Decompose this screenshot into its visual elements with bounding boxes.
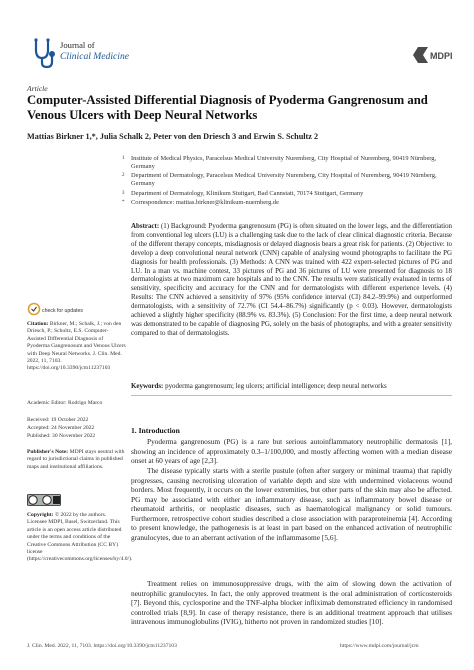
publisher-note-label: Publisher's Note: (27, 449, 69, 455)
article-title: Computer-Assisted Differential Diagnosis of Pyoderma Gangrenosum and Venous Ulcers with Deep Neural Networks (27, 93, 428, 122)
author-list: Mattias Birkner 1,*, Julia Schalk 2, Peter von den Driesch 3 and Erwin S. Schultz 2 (27, 132, 319, 141)
stethoscope-icon (27, 36, 57, 70)
footer-citation[interactable]: J. Clin. Med. 2022, 11, 7103. https://doi.org/10.3390/jcm11237103 (27, 643, 177, 649)
citation-block (27, 321, 127, 373)
citation-text: Birkner, M.; Schalk, J.; von den Driesch, P.; Schultz, E.S. Computer-Assisted Differential Diagnosis of Pyoderma Gangrenosum and Venous Ulcers with Deep Neural Networks. J. Clin. Med. 2022, 11, 7103. https://doi.org/10.3390/jcm11237103 (27, 321, 126, 372)
correspondence-text: Correspondence: mattias.birkner@klinikum-nuernberg.de (131, 199, 279, 206)
date-accepted: Accepted: 24 November 2022 (27, 425, 95, 431)
affiliation-2 (122, 172, 451, 188)
check-for-updates-badge[interactable] (27, 302, 83, 316)
affiliation-number: 3 (122, 191, 125, 196)
journal-title[interactable] (60, 40, 129, 62)
affiliation-number: 2 (122, 173, 125, 178)
citation-label: Citation: (27, 321, 49, 327)
svg-text:MDPI: MDPI (430, 51, 453, 61)
copyright-text: © 2022 by the authors. Licensee MDPI, Basel, Switzerland. This article is an open access article distributed under the terms and conditions of the Creative Commons Attribution (CC BY) license (https://creativecommons.org/licenses/by/4.0/). (27, 512, 133, 563)
abstract (131, 222, 452, 338)
copyright-label: Copyright: (27, 512, 54, 518)
publisher-note-text: MDPI stays neutral with regard to jurisdictional claims in published maps and institutional affiliations. (27, 449, 125, 470)
keywords-label: Keywords: (131, 382, 164, 390)
svg-text:check for updates: check for updates (42, 308, 83, 314)
abstract-text: (1) Background: Pyoderma gangrenosum (PG) is often situated on the lower legs, and the differentiation from conventional leg ulcers (LU) is a challenging task due to the lack of clear clinical diagnostic criteria. Because of the different therapy concepts, misdiagnosis or delayed diagnosis bears a great risk for patients. (2) Objective: to develop a deep convolutional neural network (CNN) capable of analysing wound photographs to facilitate the PG diagnosis for health professionals. (3) Methods: A CNN was trained with 422 expert-selected pictures of PG and LU. In a man vs. machine contest, 33 pictures of PG and 36 pictures of LU were presented for diagnosis to 18 dermatologists at two maximum care hospitals and to the CNN. The results were statistically evaluated in terms of sensitivity, specificity and accuracy for the CNN and for dermatologists with different experience levels. (4) Results: The CNN achieved a sensitivity of 97% (95% confidence interval (CI) 84.2–99.9%) and outperformed dermatologists, with a sensitivity of 72.7% (CI 54.4–86.7%) significantly (p < 0.03). However, dermatologists achieved a slightly higher specificity (88.9% vs. 83.3%). (5) Conclusion: For the first time, a deep neural network was demonstrated to be capable of diagnosing PG, solely on the basis of photographs, and with a greater sensitivity compared to that of dermatologists. (131, 222, 453, 337)
article-type: Article (27, 84, 48, 93)
keywords (131, 382, 452, 391)
correspondence[interactable] (122, 199, 451, 207)
copyright (27, 512, 133, 564)
date-received: Received: 19 October 2022 (27, 417, 89, 423)
affiliation-number: * (122, 200, 125, 205)
keywords-text: pyoderma gangrenosum; leg ulcers; artificial intelligence; deep neural networks (165, 382, 387, 390)
date-published: Published: 30 November 2022 (27, 433, 96, 439)
publisher-note (27, 449, 127, 471)
mdpi-logo[interactable] (411, 45, 451, 65)
abstract-label: Abstract: (131, 222, 160, 230)
journal-prefix: Journal of (60, 40, 95, 50)
affiliation-text: Department of Dermatology, Paracelsus Medical University Nuremberg, City Hospital of Nuremberg, 90419 Nürnberg, Germany (131, 172, 437, 188)
section-heading: 1. Introduction (131, 426, 180, 435)
journal-url[interactable]: https://www.mdpi.com/journal/jcm (340, 643, 419, 649)
affiliation-text: Department of Dermatology, Klinikum Stuttgart, Bad Cannstatt, 70174 Stuttgart, Germany (131, 190, 364, 197)
journal-name: Clinical Medicine (60, 51, 130, 62)
affiliation-1 (122, 155, 451, 171)
paragraph-2: The disease typically starts with a sterile pustule (often after surgery or minimal trauma) that rapidly progresses, causing necrotising ulceration of variable depth and size with undermined violaceous wound borders. Most frequently, it occurs on the lower extremities, but other parts of the skin may also be affected. PG may be associated with either an inflammatory disease, such as inflammatory bowel disease or rheumatoid arthritis, or neoplastic diseases, such as haematological malignancy or solid tumours. Furthermore, retrospective cohort studies described a close association with paraproteinemia [4]. According to present knowledge, the pathogenesis is at least in part based on the enhanced activation of neutrophilic granulocytes, due to an aberrant activation of the inflammasome [5,6]. (131, 466, 452, 542)
affiliation-number: 1 (122, 156, 125, 161)
paragraph-3: Treatment relies on immunosuppressive drugs, with the aim of slowing down the activation of neutrophilic granulocytes. In fact, the only approved treatment is the oral administration of corticosteroids [7]. Beyond this, cyclosporine and the TNF-alpha blocker infliximab demonstrated efficiency in randomised controlled trials [8,9]. In case of therapy resistance, there is an additional treatment approach that utilises intravenous immunoglobulins (IVIG), hitherto not proven in randomized studies [10]. (131, 579, 452, 626)
affiliation-3 (122, 190, 451, 198)
divider (131, 395, 452, 396)
academic-editor: Academic Editor: Rodrigo Marco (27, 400, 103, 406)
affiliation-text: Institute of Medical Physics, Paracelsus Medical University Nuremberg, City Hospital of Nuremberg, 90419 Nürnberg, Germany (131, 155, 437, 171)
paragraph-1: Pyoderma gangrenosum (PG) is a rare but serious autoinflammatory neutrophilic dermatosis [1], showing an incidence of approximately 0.3–1/100,000, and mostly affecting women with a median disease onset at 60 years of age [2,3]. (131, 437, 452, 465)
cc-by-license-icon[interactable] (27, 494, 61, 506)
